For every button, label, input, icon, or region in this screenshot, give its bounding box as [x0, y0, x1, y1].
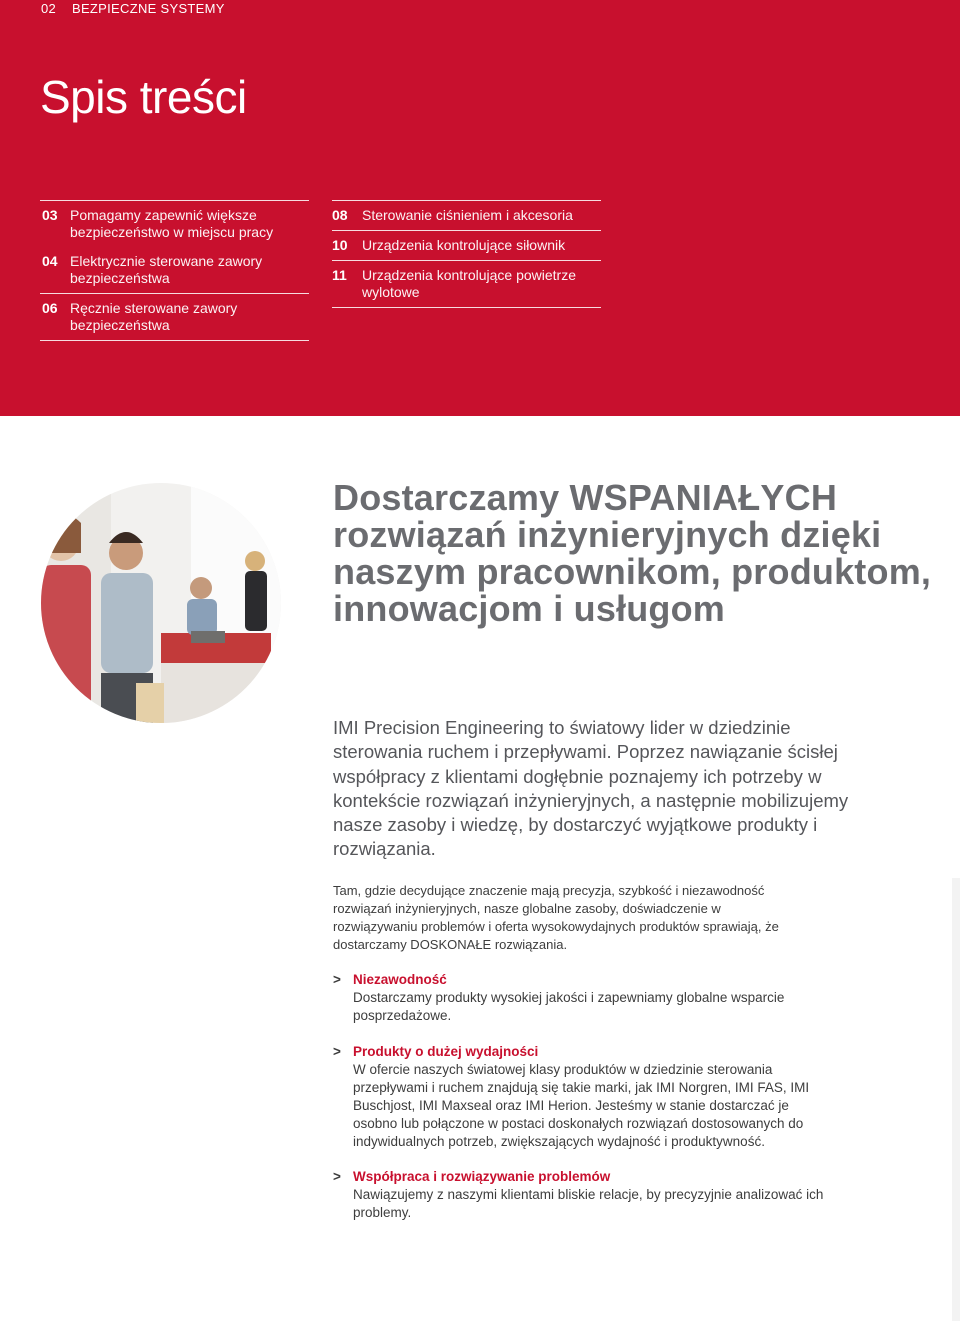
toc-list-right: [332, 200, 601, 308]
toc-entry[interactable]: [332, 231, 601, 260]
feature-heading: Współpraca i rozwiązywanie problemów: [353, 1169, 611, 1184]
toc-entry[interactable]: [40, 247, 309, 293]
divider: [40, 340, 309, 341]
toc-entry-label: Urządzenia kontrolujące siłownik: [362, 237, 566, 253]
toc-entry-label: Elektrycznie sterowane zawory bezpieczeństwa: [70, 253, 263, 286]
toc-entry-number: 11: [332, 267, 347, 283]
page-edge-shadow: [952, 878, 960, 1321]
toc-entry[interactable]: [332, 261, 601, 307]
chevron-right-icon: >: [333, 972, 341, 987]
team-photo: [41, 483, 281, 723]
toc-entry-label: Ręcznie sterowane zawory bezpieczeństwa: [70, 300, 238, 333]
toc-title: Spis treści: [40, 71, 247, 123]
toc-banner: [0, 0, 960, 416]
feature-item-collaboration: [333, 1168, 833, 1222]
toc-entry-number: 06: [42, 300, 58, 316]
toc-entry[interactable]: [40, 201, 309, 247]
page-number: 02: [41, 1, 57, 16]
chevron-right-icon: >: [333, 1044, 341, 1059]
toc-entry-number: 10: [332, 237, 348, 253]
toc-entry[interactable]: [40, 294, 309, 340]
toc-list-left: [40, 200, 309, 341]
feature-text: W ofercie naszych światowej klasy produktów w dziedzinie sterowania przepływami i ruchem znajdują się takie marki, jak IMI Norgren, IMI FAS, IMI Buschjost, IMI Maxseal oraz IMI Herion. Jesteśmy w stanie dostarczać je osobno lub połączone w postaci doskonałych rozwiązań dostosowanych do indywidualnych potrzeb, zwiększających wydajność i produktywność.: [353, 1062, 810, 1149]
feature-text: Nawiązujemy z naszymi klientami bliskie relacje, by precyzyjnie analizować ich problemy.: [353, 1187, 824, 1220]
toc-entry-number: 08: [332, 207, 348, 223]
feature-item-performance: [333, 1043, 833, 1151]
page-headline: Dostarczamy WSPANIAŁYCH rozwiązań inżynieryjnych dzięki naszym pracownikom, produktom, innowacjom i usługom: [333, 477, 932, 629]
body-paragraph: Tam, gdzie decydujące znaczenie mają precyzja, szybkość i niezawodność rozwiązań inżynieryjnych, nasze globalne zasoby, doświadczenie w rozwiązywaniu problemów i oferta wysokowydajnych produktów sprawiają, że dostarczamy DOSKONAŁE rozwiązania.: [333, 883, 779, 952]
toc-entry-label: Pomagamy zapewnić większe bezpieczeństwo w miejscu pracy: [70, 207, 274, 240]
feature-heading: Niezawodność: [353, 972, 447, 987]
feature-text: Dostarczamy produkty wysokiej jakości i zapewniamy globalne wsparcie posprzedażowe.: [353, 990, 785, 1023]
toc-entry-number: 03: [42, 207, 58, 223]
lead-paragraph: IMI Precision Engineering to światowy lider w dziedzinie sterowania ruchem i przepływami. Poprzez nawiązanie ścisłej współpracy z klientami dogłębnie poznajemy ich potrzeby w kontekście rozwiązań inżynieryjnych, a następnie mobilizujemy nasze zasoby i wiedzę, by dostarczyć wyjątkowe produkty i rozwiązania.: [333, 717, 849, 860]
feature-heading: Produkty o dużej wydajności: [353, 1044, 539, 1059]
section-title: BEZPIECZNE SYSTEMY: [71, 1, 225, 16]
toc-entry-label: Sterowanie ciśnieniem i akcesoria: [362, 207, 573, 223]
divider: [332, 307, 601, 308]
toc-entry-label: Urządzenia kontrolujące powietrze wylotowe: [362, 267, 576, 300]
page-header: [41, 1, 225, 16]
chevron-right-icon: >: [333, 1169, 341, 1184]
feature-item-reliability: [333, 971, 833, 1025]
toc-entry[interactable]: [332, 201, 601, 230]
team-photo-illustration: [41, 483, 281, 723]
toc-entry-number: 04: [42, 253, 58, 269]
